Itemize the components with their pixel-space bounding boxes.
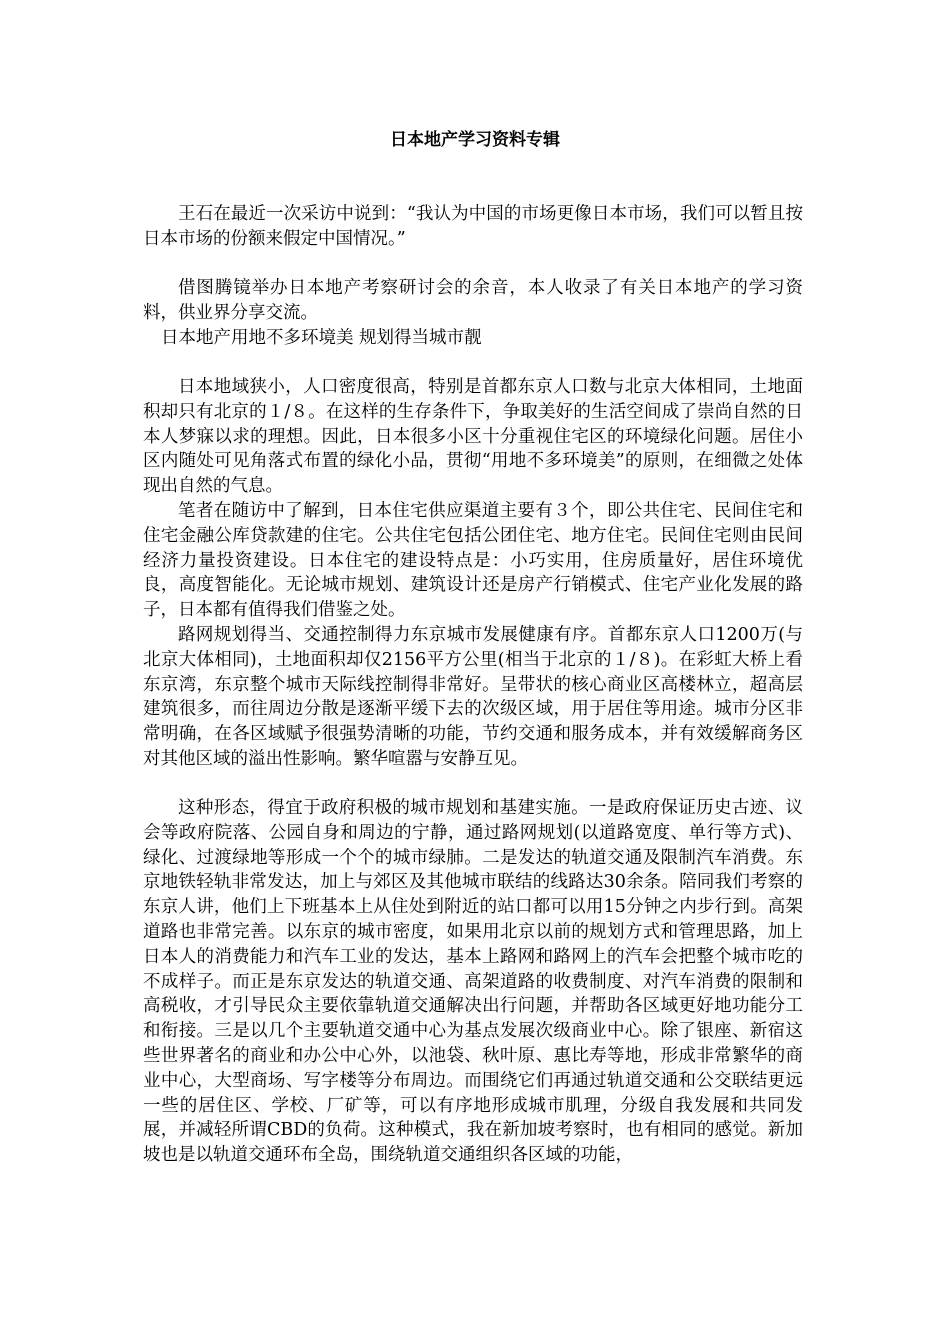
section-subheading: 日本地产用地不多环境美 规划得当城市靓 (161, 328, 482, 348)
body-paragraph-3: 路网规划得当、交通控制得力东京城市发展健康有序。首都东京人口1200万(与北京大体相同)，土地面积却仅2156平方公里(相当于北京的１/８)。在彩虹大桥上看东京湾，东京整个城市天际线控制得非常好。呈带状的核心商业区高楼林立，超高层建筑很多，而往周边分散是逐渐平缓下去的次级区域，用于居住等用途。城市分区非常明确，在各区域赋予很强势清晰的功能，节约交通和服务成本，并有效缓解商务区对其他区域的溢出性影响。繁华喧嚣与安静互见。 (143, 625, 803, 769)
body-paragraph-4: 这种形态，得宜于政府积极的城市规划和基建实施。一是政府保证历史古迹、议会等政府院落、公园自身和周边的宁静，通过路网规划(以道路宽度、单行等方式)、绿化、过渡绿地等形成一个个的城市绿肺。二是发达的轨道交通及限制汽车消费。东京地铁轻轨非常发达，加上与郊区及其他城市联结的线路达30余条。陪同我们考察的东京人讲，他们上下班基本上从住处到附近的站口都可以用15分钟之内步行到。高架道路也非常完善。以东京的城市密度，如果用北京以前的规划方式和管理思路，加上日本人的消费能力和汽车工业的发达，基本上路网和路网上的汽车会把整个城市吃的不成样子。而正是东京发达的轨道交通、高架道路的收费制度、对汽车消费的限制和高税收，才引导民众主要依靠轨道交通解决出行问题，并帮助各区域更好地功能分工和衔接。三是以几个主要轨道交通中心为基点发展次级商业中心。除了银座、新宿这些世界著名的商业和办公中心外，以池袋、秋叶原、惠比寿等地，形成非常繁华的商业中心，大型商场、写字楼等分布周边。而围绕它们再通过轨道交通和公交联结更远一些的居住区、学校、厂矿等，可以有序地形成城市肌理，分级自我发展和共同发展，并减轻所谓CBD的负荷。这种模式，我在新加坡考察时，也有相同的感觉。新加坡也是以轨道交通环布全岛，围绕轨道交通组织各区域的功能， (143, 798, 803, 1166)
body-paragraph-2: 笔者在随访中了解到，日本住宅供应渠道主要有３个，即公共住宅、民间住宅和住宅金融公库贷款建的住宅。公共住宅包括公团住宅、地方住宅。民间住宅则由民间经济力量投资建设。日本住宅的建设特点是：小巧实用，住房质量好，居住环境优良，高度智能化。无论城市规划、建筑设计还是房产行销模式、住宅产业化发展的路子，日本都有值得我们借鉴之处。 (143, 501, 803, 621)
body-paragraph-1: 日本地域狭小，人口密度很高，特别是首都东京人口数与北京大体相同，土地面积却只有北京的１/８。在这样的生存条件下，争取美好的生活空间成了崇尚自然的日本人梦寐以求的理想。因此，日本很多小区十分重视住宅区的环境绿化问题。居住小区内随处可见角落式布置的绿化小品，贯彻“用地不多环境美”的原则，在细微之处体现出自然的气息。 (143, 377, 803, 497)
intro-paragraph-quote: 王石在最近一次采访中说到：“我认为中国的市场更像日本市场，我们可以暂且按日本市场的份额来假定中国情况。” (143, 204, 803, 249)
intro-paragraph-source: 借图腾镜举办日本地产考察研讨会的余音，本人收录了有关日本地产的学习资料，供业界分享交流。 (143, 278, 803, 323)
document-title: 日本地产学习资料专辑 (390, 130, 560, 150)
